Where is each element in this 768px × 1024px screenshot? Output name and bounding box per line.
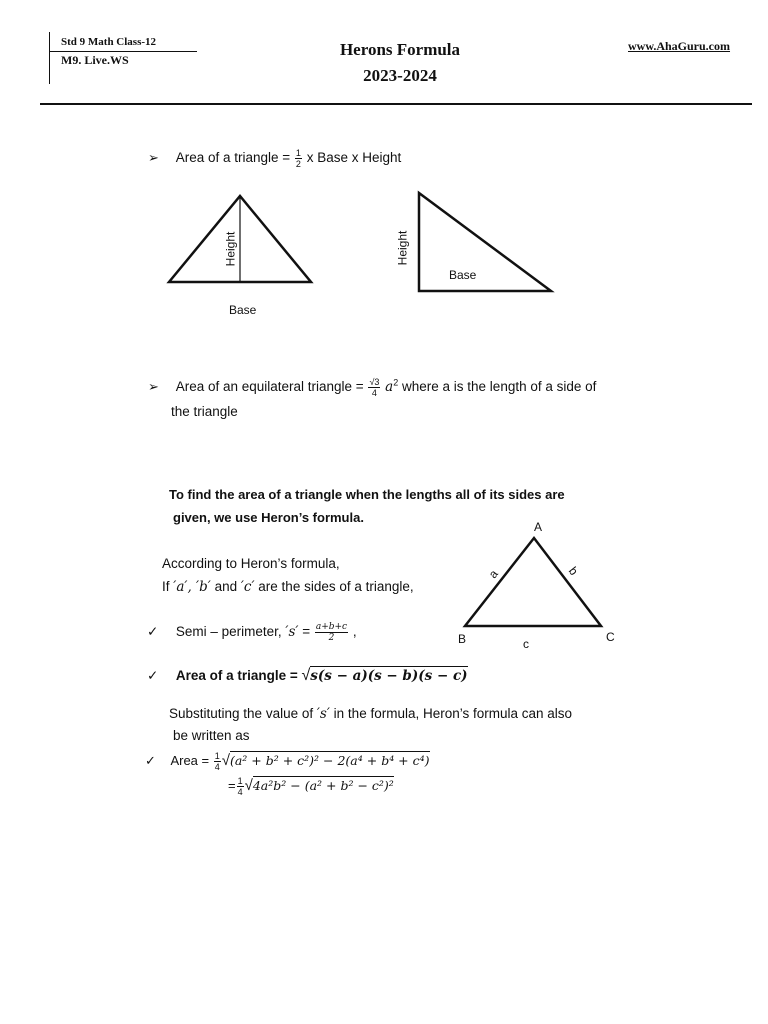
area2-radicand2: 4a²b² − (a² + b² − c²)² [252, 777, 394, 793]
semi-tail: , [349, 624, 357, 640]
one-half-fraction: $\frac{1}{2}$ [295, 148, 301, 169]
arrow-bullet-icon: ➢ [148, 150, 159, 166]
code-label: M9. Live.WS [61, 53, 129, 67]
subst-text-b: in the formula, Heron’s formula can also [329, 706, 573, 721]
semi-eq: = [298, 624, 314, 640]
area-alt-line1 [145, 751, 430, 772]
area2-radicand1: (a² + b² + c²)² − 2(a⁴ + b⁴ + c⁴) [229, 752, 430, 768]
vertex-B: B [458, 632, 467, 646]
side-variable: a [385, 379, 394, 396]
subst-text-a: Substituting the value of [169, 706, 317, 721]
fig1-base-label: Base [229, 303, 257, 317]
side-b-label: b [565, 564, 581, 578]
sides-ab: ′a′, ′b′ [173, 579, 211, 595]
subst-var: ′s′ [316, 706, 330, 722]
triangle-figures [0, 0, 768, 340]
area-label: Area of a triangle = [175, 668, 302, 683]
heron-area-line [147, 667, 468, 685]
if-prefix: If [162, 579, 174, 594]
area2-label: Area = [170, 752, 213, 768]
subst-line2: be written as [173, 728, 250, 743]
semi-var: ′s′ [285, 624, 299, 641]
fig1-height-label: Height [223, 231, 238, 267]
check-icon: ✓ [147, 668, 159, 683]
if-suffix: are the sides of a triangle, [254, 579, 414, 594]
if-and: and [210, 579, 241, 594]
area-alt-line2 [228, 776, 394, 797]
sqrt-icon: √ [244, 776, 253, 794]
page-year: 2023-2024 [363, 66, 437, 85]
equilateral-line [148, 377, 596, 398]
quarter-fraction: $\frac{1}{4}$ [214, 751, 220, 772]
right-triangle [419, 193, 551, 291]
check-icon: ✓ [147, 624, 159, 640]
square-exponent: 2 [393, 377, 399, 388]
vertex-A: A [534, 520, 543, 534]
semi-label: Semi – perimeter, [175, 624, 286, 640]
fig2-height-label: Height [395, 230, 410, 266]
area-triangle-text-after: x Base x Height [306, 150, 402, 166]
area2-eq: = [228, 777, 236, 793]
equilateral-text-after: where a is the length of a side of [402, 379, 597, 395]
class-label: Std 9 Math Class-12 [61, 36, 157, 48]
equilateral-line2: the triangle [171, 404, 238, 419]
fig2-base-label: Base [449, 268, 477, 282]
arrow-bullet-icon: ➢ [148, 379, 159, 395]
subst-line1 [169, 706, 572, 722]
check-icon: ✓ [145, 752, 156, 768]
abc-triangle [455, 530, 625, 630]
vertex-C: C [606, 630, 615, 644]
area-triangle-text: Area of a triangle = [175, 150, 291, 166]
heron-heading-line2: given, we use Heron’s formula. [173, 510, 364, 525]
website-link[interactable]: www.AhaGuru.com [628, 39, 731, 53]
sqrt-icon: √ [301, 667, 311, 684]
area-formula: s(s − a)(s − b)(s − c) [310, 668, 468, 684]
page-title: Herons Formula [339, 40, 461, 59]
root3-over-4-fraction: $\frac{√3}{4}$ [369, 377, 380, 398]
sqrt-icon: √ [221, 751, 230, 769]
according-text: According to Heron’s formula, [162, 556, 340, 571]
side-c-label: c [523, 637, 529, 651]
side-c: ′c′ [240, 579, 255, 595]
heron-heading-line1: To find the area of a triangle when the lengths all of its sides are [169, 487, 565, 502]
equilateral-text: Area of an equilateral triangle = [175, 379, 364, 395]
quarter-fraction: $\frac{1}{4}$ [237, 776, 243, 797]
if-sides-line [162, 579, 414, 595]
side-a-label: a [485, 567, 501, 581]
semi-fraction: $\frac{a+b+c}{2}$ [315, 622, 348, 643]
semi-perimeter-line [147, 622, 357, 643]
